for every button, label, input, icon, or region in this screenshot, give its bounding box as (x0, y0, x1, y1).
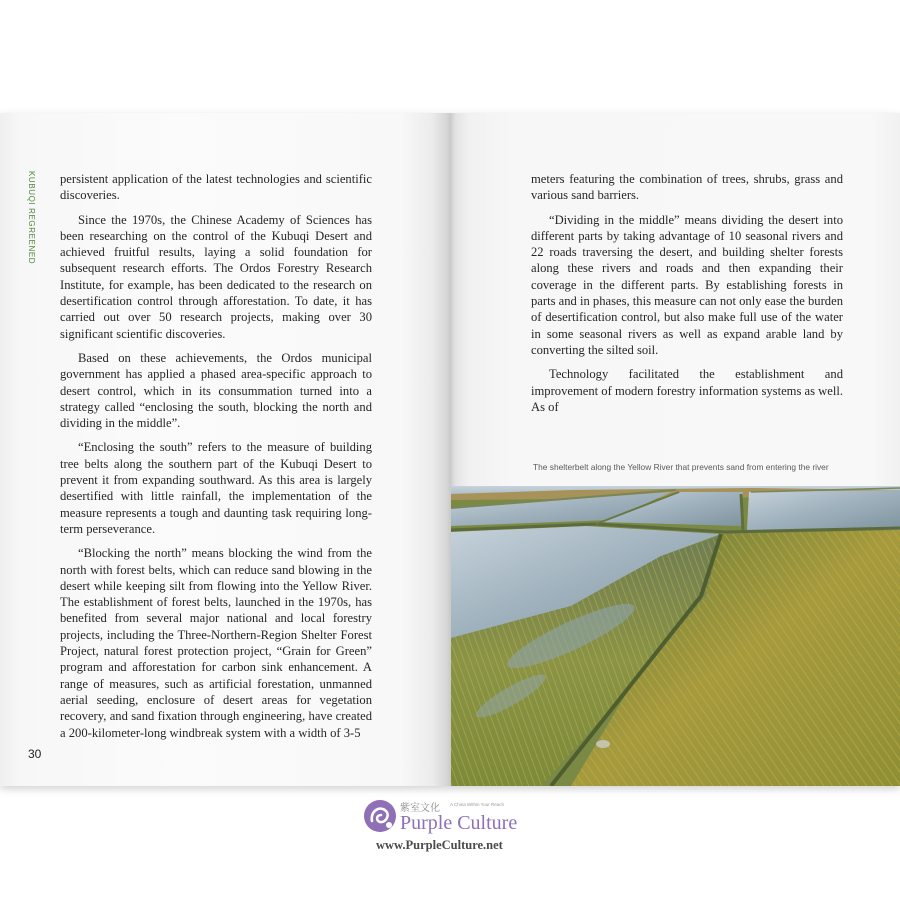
right-page (451, 113, 900, 786)
left-page-body (60, 171, 372, 749)
paragraph: meters featuring the combination of trees, shrubs, grass and various sand barriers. (531, 172, 843, 203)
paragraph: “Enclosing the south” refers to the measure of building tree belts along the southern part of the Kubuqi Desert to prevent it from expanding southward. As this area is largely desertified with little rainfall, the implementation of the measure represents a tough and daunting task requiring long-term perseverance. (60, 440, 372, 536)
paragraph: persistent application of the latest technologies and scientific discoveries. (60, 172, 372, 203)
shelterbelt-aerial-photo (451, 486, 900, 786)
paragraph: Technology facilitated the establishment and improvement of modern forestry information systems as well. As of (531, 367, 843, 414)
watermark-url: www.PurpleCulture.net (376, 838, 503, 852)
purple-culture-watermark (362, 797, 562, 857)
photo-caption: The shelterbelt along the Yellow River that prevents sand from entering the river (533, 462, 829, 472)
left-page (0, 113, 451, 786)
paragraph: “Blocking the north” means blocking the wind from the north with forest belts, which can reduce sand blowing in the desert while keeping silt from flowing into the Yellow River. The establishment of forest belts, launched in the 1970s, has benefited from several major national and local forestry projects, including the Three-Northern-Region Shelter Forest Project, natural forest protection project, “Grain for Green” program and afforestation for carbon sink enhancement. A range of measures, such as artificial forestation, unmanned aerial seeding, enclosure of desert areas for vegetation recovery, and sand fixation through engineering, have created a 200-kilometer-long windbreak system with a width of 3-5 (60, 546, 372, 740)
watermark-chinese-name: 紫室文化 (400, 803, 440, 814)
purple-culture-logo-icon (362, 797, 398, 835)
right-page-body (531, 171, 843, 423)
paragraph: Since the 1970s, the Chinese Academy of Sciences has been researching on the control of the Kubuqi Desert and achieved fruitful results, laying a solid foundation for subsequent research efforts. The Ordos Forestry Research Institute, for example, has been dedicated to the research on desertification control through afforestation. To date, it has carried out over 50 research projects, making over 30 significant scientific discoveries. (60, 212, 372, 341)
page-number: 30 (28, 747, 42, 761)
paragraph: Based on these achievements, the Ordos municipal government has applied a phased area-specific approach to desert control, which in its consummation turned into a strategy called “enclosing the south, blocking the north and dividing in the middle”. (60, 350, 372, 431)
running-head: KUBUQI REGREENED (27, 171, 36, 265)
open-book (0, 113, 900, 786)
watermark-brand: Purple Culture (400, 812, 518, 834)
watermark-tagline: A China Within Your Reach (450, 802, 505, 807)
paragraph: “Dividing in the middle” means dividing the desert into different parts by taking advantage of 10 seasonal rivers and 22 roads traversing the desert, and building shelter forests along these rivers and roads and then expanding their coverage in the different parts. By establishing forests in parts and in phases, this measure can not only ease the burden of desertification control, but also make full use of the water in some seasonal rivers as well as expand arable land by converting the silted soil. (531, 212, 843, 357)
